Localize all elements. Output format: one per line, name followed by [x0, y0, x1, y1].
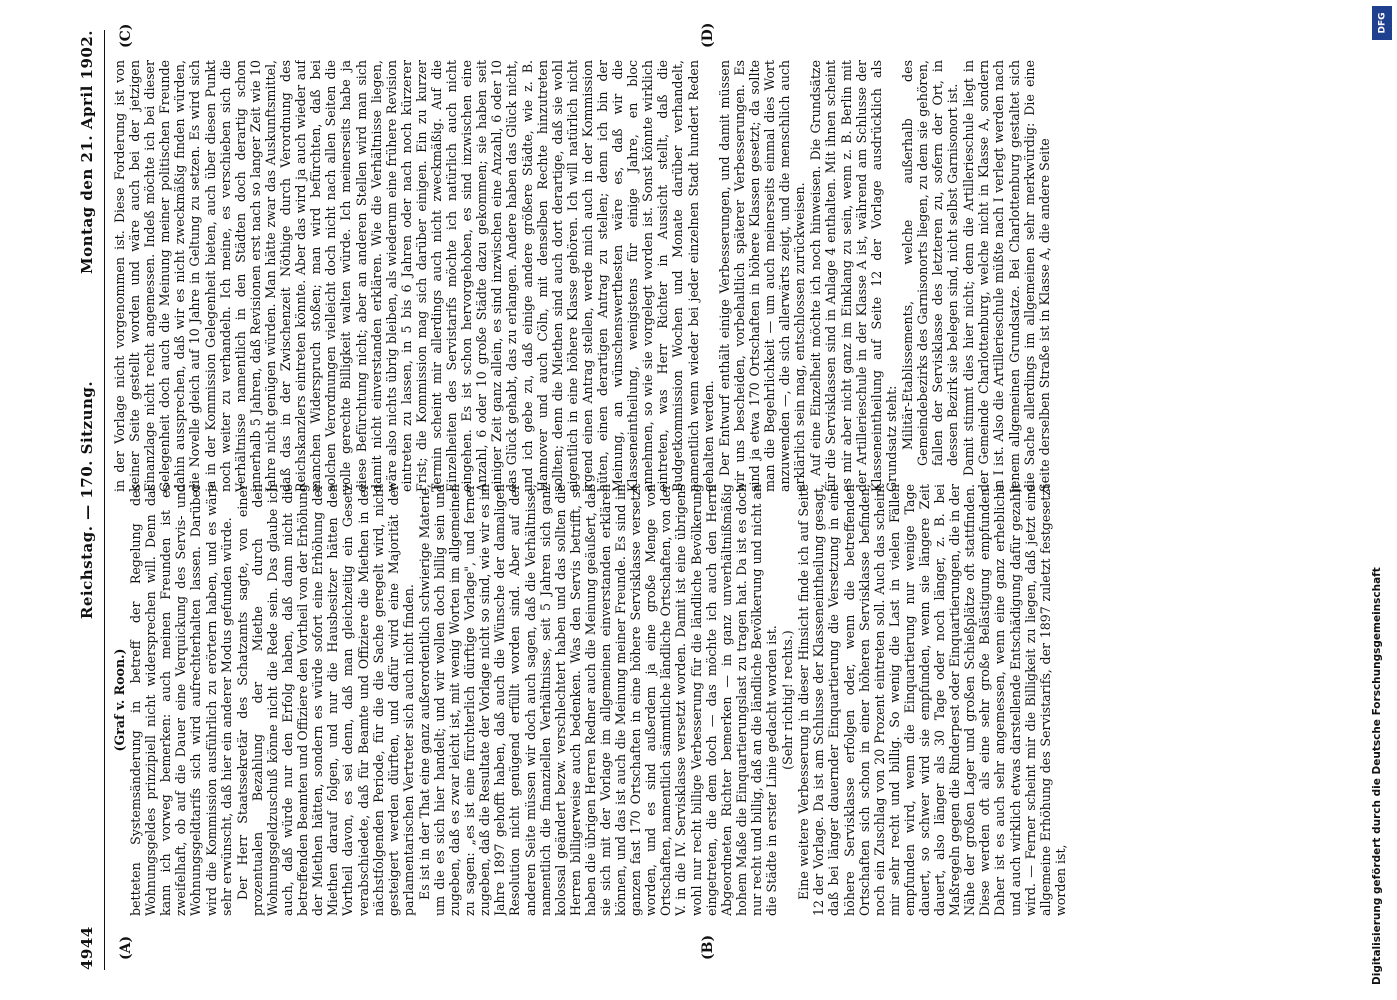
quoted-rule: Militär-Etablissements, welche außerhalb des Gemeindebezirks des Garnisonorts liegen, zu dem sie gehören, fallen der Servisklasse des letzteren zu, sofern der Ort, in dessen Bezirk sie belegen sind, nicht selbst Garnisonort ist. — [899, 60, 961, 466]
right-column — [112, 60, 1322, 492]
margin-letter-a: (A) — [118, 935, 134, 960]
dfg-logo: DFG — [1372, 6, 1392, 40]
header-rule — [104, 30, 105, 970]
page-date: Montag den 21. April 1902. — [78, 30, 96, 274]
paragraph: in der Vorlage nicht vorgenommen ist. Diese Forderung ist von keiner Seite gestellt worden und wäre auch bei der jetzigen Finanzlage nicht recht angemessen. Indeß möchte ich bei dieser Gelegenheit doch auch die Meinung meiner politischen Freunde dahin aussprechen, daß wir es nicht zweckmäßig finden würden, die Novelle gleich auf 10 Jahre in Geltung zu setzen. Es wird sich ja in der Kommission Gelegenheit bieten, auch über diesen Punkt noch weiter zu verhandeln. Ich meine, es verschieben sich die Verhältnisse namentlich in den Städten doch derartig schon innerhalb 5 Jahren, daß Revisionen erst nach so langer Zeit wie 10 Jahre nicht genügen würden. Man hätte zwar das Auskunftsmittel, daß das in der Zwischenzeit Nöthige durch Verordnung des Reichskanzlers eintreten könnte. Aber das wird ja auch wieder auf manchen Widerspruch stoßen; man wird befürchten, daß bei solchen Verordnungen vielleicht doch nicht nach allen Seiten die volle gerechte Billigkeit walten würde. Ich meinerseits habe ja diese Befürchtung nicht; aber an anderen Stellen wird man sich damit nicht einverstanden erklären. Wie die Verhältnisse liegen, wäre also nichts übrig bleiben, als wiederum eine frühere Revision eintreten zu lassen, in 5 bis 6 Jahren oder nach noch kürzerer Frist; die Kommission mag sich darüber einigen. Ein zu kurzer Termin scheint mir allerdings auch nicht zweckmäßig. Auf die Einzelheiten des Servistarifs möchte ich natürlich auch nicht eingehen. Es ist schon hervorgehoben, es sind inzwischen eine Anzahl, 6 oder 10 große Städte dazu gekommen; sie haben seit einiger Zeit ganz allein, es sind inzwischen eine Anzahl, 6 oder 10 das Glück gehabt, das zu erlangen. Andere haben das Glück nicht, und ich gebe zu, daß einige andere größere Städte, wie z. B. Hannover und auch Cöln, mit denselben Rechte hinzutreten sollten; denn die Miethen sind auch dort derartige, daß sie wohl eigentlich in eine höhere Klasse gehören. Ich will natürlich nicht irgend einen Antrag stellen, werde mich auch in der Kommission hüten, einen derartigen Antrag zu stellen; denn ich bin der Meinung, an wünschenswerthesten wäre es, daß wir die Klasseneintheilung, wenigstens für einige Jahre, en bloc annehmen, so wie sie vorgelegt worden ist. Sonst könnte wirklich eintreten, was Herr Richter in Aussicht stellt, daß die Budgetkommission Wochen und Monate darüber verhandelt, namentlich wenn wieder bei jeder einzelnen Stadt hundert Reden gehalten werden. — [112, 60, 716, 492]
funding-credit: Digitalisierung gefördert durch die Deutsche Forschungsgemeinschaft — [1371, 567, 1383, 985]
paragraph: Der Herr Staatssekretär des Schatzamts sagte, von einer prozentualen Bezahlung der Miethe durch den Wohnungsgeldzuschuß könne nicht die Rede sein. Das glaube ich auch, daß würde nur den Erfolg haben, daß dann nicht die betreffenden Beamten und Offiziere den Vortheil von der Erhöhung der Miethen hätten, sondern es würde sofort eine Erhöhung der Miethen darauf folgen, und nur die Hausbesitzer hätten den Vortheil davon, es sei denn, daß man gleichzeitig ein Gesetz verabschiedete, daß für Beamte und Offiziere die Miethen in der nächstfolgenden Periode, für die die Sache geregelt wird, nicht gesteigert werden dürften, und dafür wird eine Majorität der parlamentarischen Vertreter sich auch nicht finden. — [234, 484, 416, 916]
margin-letter-b: (B) — [700, 934, 716, 960]
paragraph: Es ist in der That eine ganz außerordentlich schwierige Materie, um die es sich hier handelt; und wir wollen doch billig sein und zugeben, daß es zwar leicht ist, mit wenig Worten im allgemeinen zu sagen: „es ist eine fürchterlich dürftige Vorlage", und ferner zugeben, daß die Resultate der Vorlage nicht so sind, wie wir es im Jahre 1897 gehofft haben, daß auch die Wünsche der damaligen Resolution nicht genügend erfüllt worden sind. Aber auf der anderen Seite müssen wir doch auch sagen, daß die Verhältnisse, namentlich die finanziellen Verhältnisse, seit 5 Jahren sich ganz kolossal geändert bezw. verschlechtert haben und das sollten die Herren billigerweise auch bedenken. Was den Servis betrifft, so haben die übrigen Herren Redner auch die Meinung geäußert, daß sie sich mit der Vorlage im allgemeinen einverstanden erklären können, und das ist auch die Meinung meiner Freunde. Es sind im ganzen fast 170 Ortschaften in eine höhere Servisklasse versetzt worden, und es sind außerdem ja eine große Menge von Ortschaften, namentlich sämmtliche ländliche Ortschaften, von der V. in die IV. Servisklasse versetzt worden. Damit ist eine übrigens wohl nur recht billige Verbesserung für die ländliche Bevölkerung eingetreten, die dem doch — das möchte ich auch den Herrn Abgeordneten Richter bemerken — in ganz unverhältnißmäßig hohem Maße die Einquartierungslast zu tragen hat. Da ist es doch nur recht und billig, daß an die ländliche Bevölkerung und nicht an die Städte in erster Linie gedacht worden ist. — [416, 484, 780, 916]
margin-letter-c: (C) — [118, 23, 134, 48]
margin-letter-d: (D) — [700, 22, 716, 48]
paragraph: Damit stimmt dies hier nicht; denn die Artillerieschule liegt in der Gemeinde Charlottenburg, welche nicht in Klasse A, sondern in I ist. Also die Artillerieschule müßte nach I verlegt werden nach jenem allgemeinen Grundsatze. Bei Charlottenburg gestaltet sich die Sache allerdings im allgemeinen sehr merkwürdig: Die eine Seite derselben Straße ist in Klasse A, die andere Seite — [961, 60, 1052, 492]
interjection: (Sehr richtig! rechts.) — [780, 630, 796, 770]
paragraph: Auf eine Einzelheit möchte ich noch hinweisen. Die Grundsätze für die Servisklassen sind in Anlage 4 enthalten. Mit ihnen scheint es mir aber nicht ganz im Einklang zu sein, wenn z. B. Berlin mit der Artillerieschule in der Klasse A ist, während am Schlusse der Klasseneintheilung auf Seite 12 der Vorlage ausdrücklich als Grundsatz steht: — [808, 60, 899, 492]
paragraph: Der Entwurf enthält einige Verbesserungen, und damit müssen wir uns bescheiden, vorbehaltlich späterer Verbesserungen. Es sind ja etwa 170 Ortschaften in höhere Klassen gesetzt; da sollte man die Begehrlichkeit — um auch meinerseits einmal dies Wort anzuwenden —, die sich allerwärts zeigt, und die menschlich auch erklärlich sein mag, entschlossen zurückweisen. — [716, 60, 808, 492]
paragraph: betteten Systemsänderung in betreff der Regelung des Wohnungsgeldes prinzipiell nicht widersprechen will. Denn das kann ich vorweg bemerken: auch meinen Freunden ist es zweifelhaft, ob auf die Dauer eine Verquickung des Servis- und Wohnungsgeldtarifs sich wird aufrechterhalten lassen. Darüber wird die Kommission ausführlich zu erörtern haben, und es wäre sehr erwünscht, daß hier ein anderer Modus gefunden würde. — [128, 484, 234, 916]
left-column — [112, 484, 1322, 916]
page-number: 4944 — [78, 926, 96, 970]
page-title: Reichstag. — 170. Sitzung. — [78, 380, 96, 620]
speaker-label: (Graf v. Roon.) — [112, 648, 127, 752]
paragraph: Eine weitere Verbesserung in dieser Hinsicht finde ich auf Seite 12 der Vorlage. Da ist am Schlusse der Klasseneintheilung gesagt, daß bei länger dauernder Einquartierung die Versetzung in eine höhere Servisklasse erfolgen oder, wenn die betreffenden Ortschaften sich schon in einer höheren Servisklasse befinden, noch ein Zuschlag von 20 Prozent eintreten soll. Auch das scheint mir sehr recht und billig. So wenig die Last in vielen Fällen empfunden wird, wenn die Einquartierung nur wenige Tage dauert, so schwer wird sie empfunden, wenn sie längere Zeit dauert, also länger als 30 Tage oder noch länger, z. B. bei Maßregeln gegen die Rinderpest oder Einquartierungen, die in der Nähe der großen Lager und großen Schießplätze oft stattfinden. Diese werden oft als eine sehr große Belästigung empfunden. Daher ist es auch sehr angemessen, wenn eine ganz erhebliche und auch wirklich etwas darstellende Entschädigung dafür gezahlt wird. — Ferner scheint mir die Billigkeit zu liegen, daß jetzt eine allgemeine Erhöhung des Servistarifs, der 1897 zuletzt festgesetzt worden ist, — [796, 484, 1068, 916]
